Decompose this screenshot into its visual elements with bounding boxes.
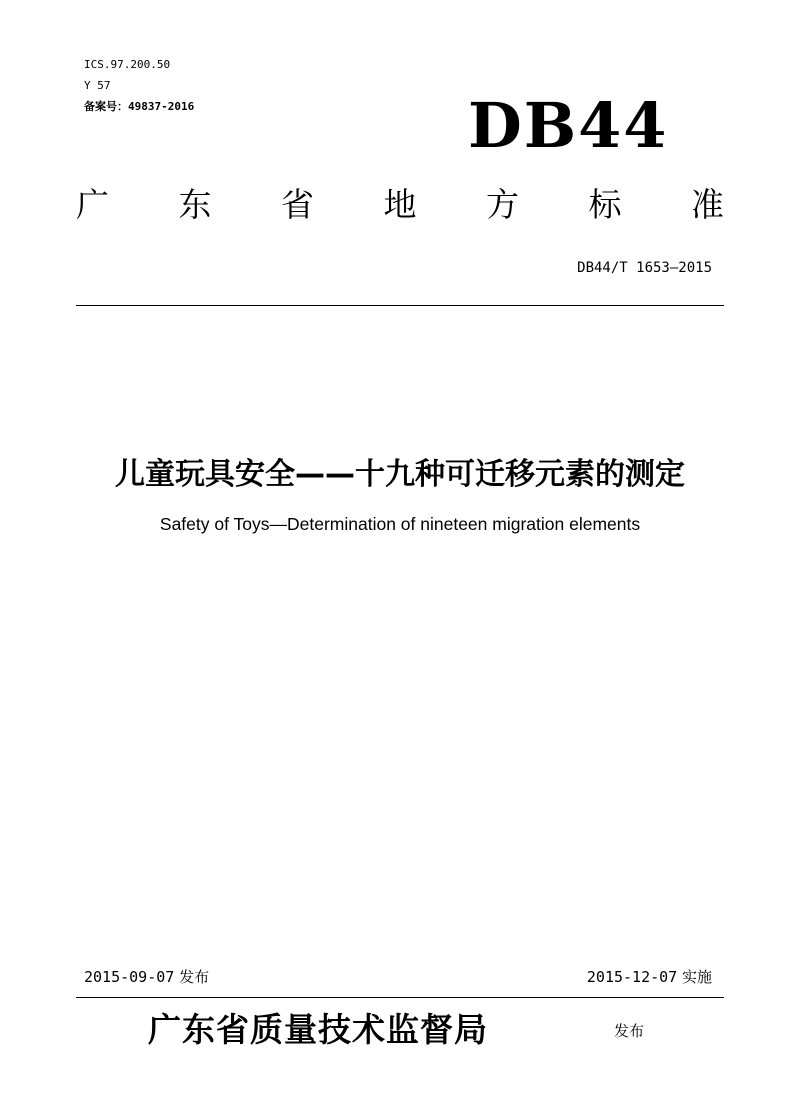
title-chinese: 儿童玩具安全——十九种可迁移元素的测定 xyxy=(115,457,685,492)
implementation-date-label: 实施 xyxy=(681,968,712,986)
publisher-name: 广东省质量技术监督局 xyxy=(148,1010,488,1049)
publisher-suffix: 发布 xyxy=(614,1022,645,1040)
standard-type-heading xyxy=(76,180,724,230)
db44-logo: DB44 xyxy=(468,89,669,162)
title-english: Safety of Toys—Determination of nineteen migration elements xyxy=(159,514,641,534)
issue-date xyxy=(84,966,209,988)
top-divider xyxy=(76,305,724,306)
standard-number: DB44/T 1653—2015 xyxy=(577,260,712,276)
bottom-divider xyxy=(76,997,724,998)
issue-date-value: 2015-09-07 xyxy=(84,968,175,986)
implementation-date-value: 2015-12-07 xyxy=(586,968,678,986)
record-number: 备案号：49837-2016 xyxy=(84,100,195,113)
standard-type-char: 标 xyxy=(588,185,622,224)
standard-type-char: 省 xyxy=(281,185,314,224)
standard-type-char: 方 xyxy=(486,185,519,224)
standard-type-char: 地 xyxy=(383,185,417,224)
standard-type-char: 东 xyxy=(178,185,212,224)
issue-date-label: 发布 xyxy=(179,968,210,986)
standard-type-char: 广 xyxy=(76,185,109,224)
ics-code: ICS.97.200.50 xyxy=(84,58,171,71)
standard-type-char: 准 xyxy=(691,185,724,224)
classification-code: Y 57 xyxy=(84,79,111,92)
implementation-date xyxy=(587,966,712,988)
